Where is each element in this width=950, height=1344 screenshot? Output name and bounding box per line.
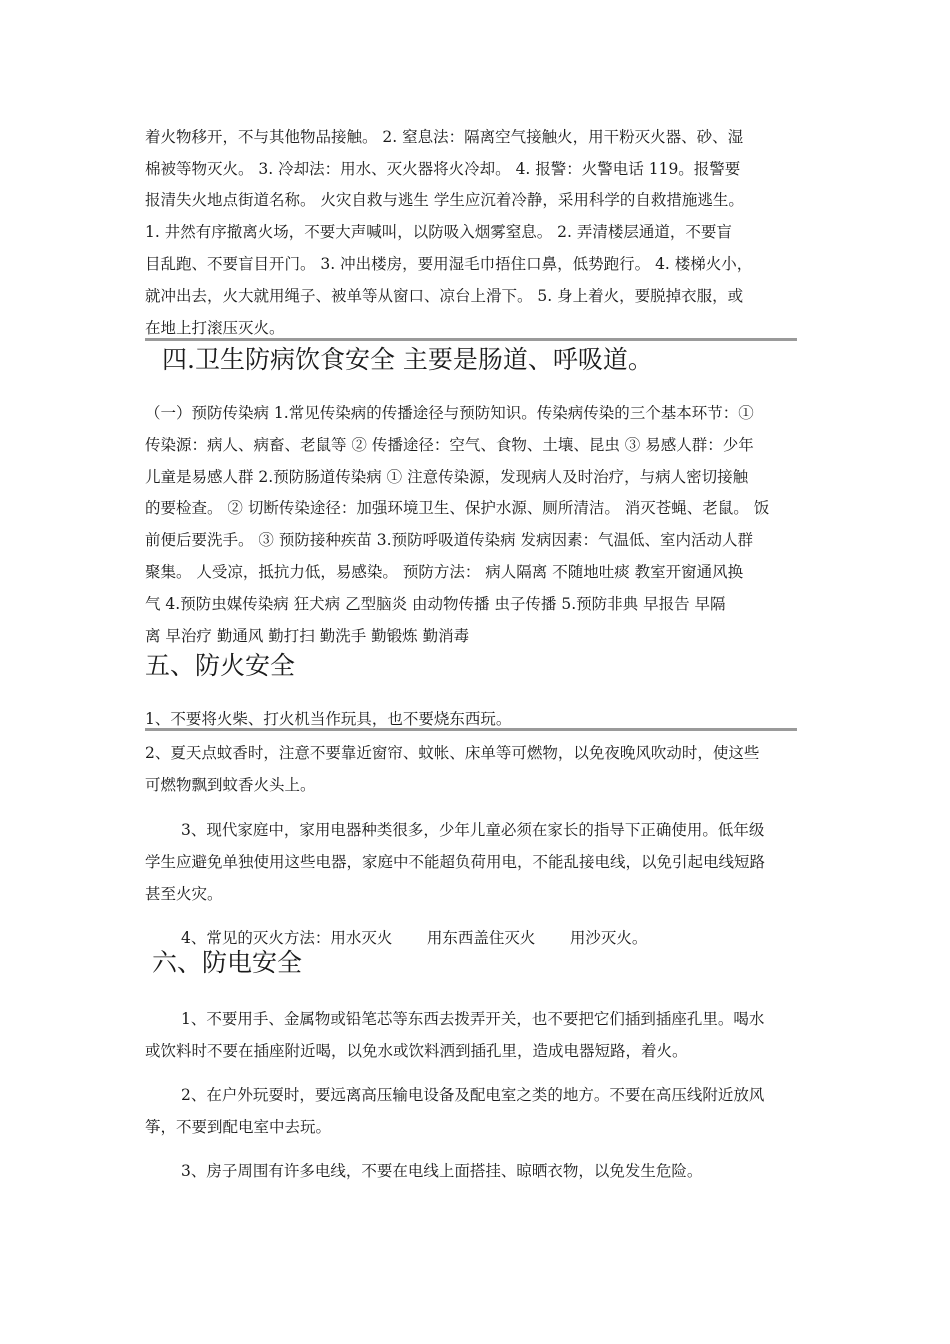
text-line: 传染源：病人、病畜、老鼠等 ② 传播途径：空气、食物、土壤、昆虫 ③ 易感人群：少年: [145, 436, 754, 454]
section-divider: [145, 338, 797, 341]
fire-item-4: 4、常见的灭火方法：用水灭火 用东西盖住灭火 用沙灭火。: [181, 929, 648, 947]
text-line: 聚集。 人受凉，抵抗力低，易感染。 预防方法： 病人隔离 不随地吐痰 教室开窗通风换: [145, 563, 744, 581]
text-line: 可燃物飘到蚊香火头上。: [145, 776, 316, 794]
text-line: 儿童是易感人群 2.预防肠道传染病 ① 注意传染源，发现病人及时治疗，与病人密切接触: [145, 468, 749, 486]
section-divider: [145, 728, 797, 731]
text-line: 3、现代家庭中，家用电器种类很多，少年儿童必须在家长的指导下正确使用。低年级: [181, 821, 765, 839]
text-line: 气 4.预防虫媒传染病 狂犬病 乙型脑炎 由动物传播 虫子传播 5.预防非典 早报告 早隔: [145, 595, 726, 613]
text-line: 目乱跑、不要盲目开门。 3. 冲出楼房，要用湿毛巾捂住口鼻，低势跑行。 4. 楼梯火小，: [145, 255, 753, 273]
text-line: 2、在户外玩耍时，要远离高压输电设备及配电室之类的地方。不要在高压线附近放风: [181, 1086, 765, 1104]
text-line: 报清失火地点街道名称。 火灾自救与逃生 学生应沉着冷静，采用科学的自救措施逃生。: [145, 191, 744, 209]
section5-heading: 五、防火安全: [145, 651, 296, 680]
text-line: 就冲出去，火大就用绳子、被单等从窗口、凉台上滑下。 5. 身上着火，要脱掉衣服，或: [145, 287, 744, 305]
text-line: 学生应避免单独使用这些电器，家庭中不能超负荷用电，不能乱接电线，以免引起电线短路: [145, 853, 766, 871]
section6-heading: 六、防电安全: [152, 948, 303, 977]
text-line: 前便后要洗手。 ③ 预防接种疾苗 3.预防呼吸道传染病 发病因素：气温低、室内活动人群: [145, 531, 753, 549]
text-line: 离 早治疗 勤通风 勤打扫 勤洗手 勤锻炼 勤消毒: [145, 627, 470, 645]
section4-heading: 四.卫生防病饮食安全 主要是肠道、呼吸道。: [162, 345, 653, 374]
text-line: 或饮料时不要在插座附近喝，以免水或饮料洒到插孔里，造成电器短路，着火。: [145, 1042, 688, 1060]
text-line: 筝，不要到配电室中去玩。: [145, 1118, 332, 1136]
text-line: 2、夏天点蚊香时，注意不要靠近窗帘、蚊帐、床单等可燃物，以免夜晚风吹动时，使这些: [145, 744, 760, 762]
text-line: （一）预防传染病 1.常见传染病的传播途径与预防知识。传染病传染的三个基本环节：①: [145, 404, 754, 422]
text-line: 在地上打滚压灭火。: [145, 319, 285, 337]
fire-item-1: 1、不要将火柴、打火机当作玩具，也不要烧东西玩。: [145, 710, 512, 728]
electric-item-3: 3、房子周围有许多电线，不要在电线上面搭挂、晾晒衣物，以免发生危险。: [181, 1162, 703, 1180]
text-line: 着火物移开，不与其他物品接触。 2. 窒息法：隔离空气接触火，用干粉灭火器、砂、湿: [145, 128, 744, 146]
text-line: 1. 井然有序撤离火场，不要大声喊叫，以防吸入烟雾窒息。 2. 弄清楼层通道，不要盲: [145, 223, 732, 241]
text-line: 棉被等物灭火。 3. 冷却法：用水、灭火器将火冷却。 4. 报警：火警电话 119。报警要: [145, 160, 741, 178]
text-line: 1、不要用手、金属物或铅笔芯等东西去拨弄开关，也不要把它们插到插座孔里。喝水: [181, 1010, 765, 1028]
text-line: 甚至火灾。: [145, 885, 223, 903]
text-line: 的要检查。 ② 切断传染途径：加强环境卫生、保护水源、厕所清洁。 消灭苍蝇、老鼠。 饭: [145, 499, 770, 517]
